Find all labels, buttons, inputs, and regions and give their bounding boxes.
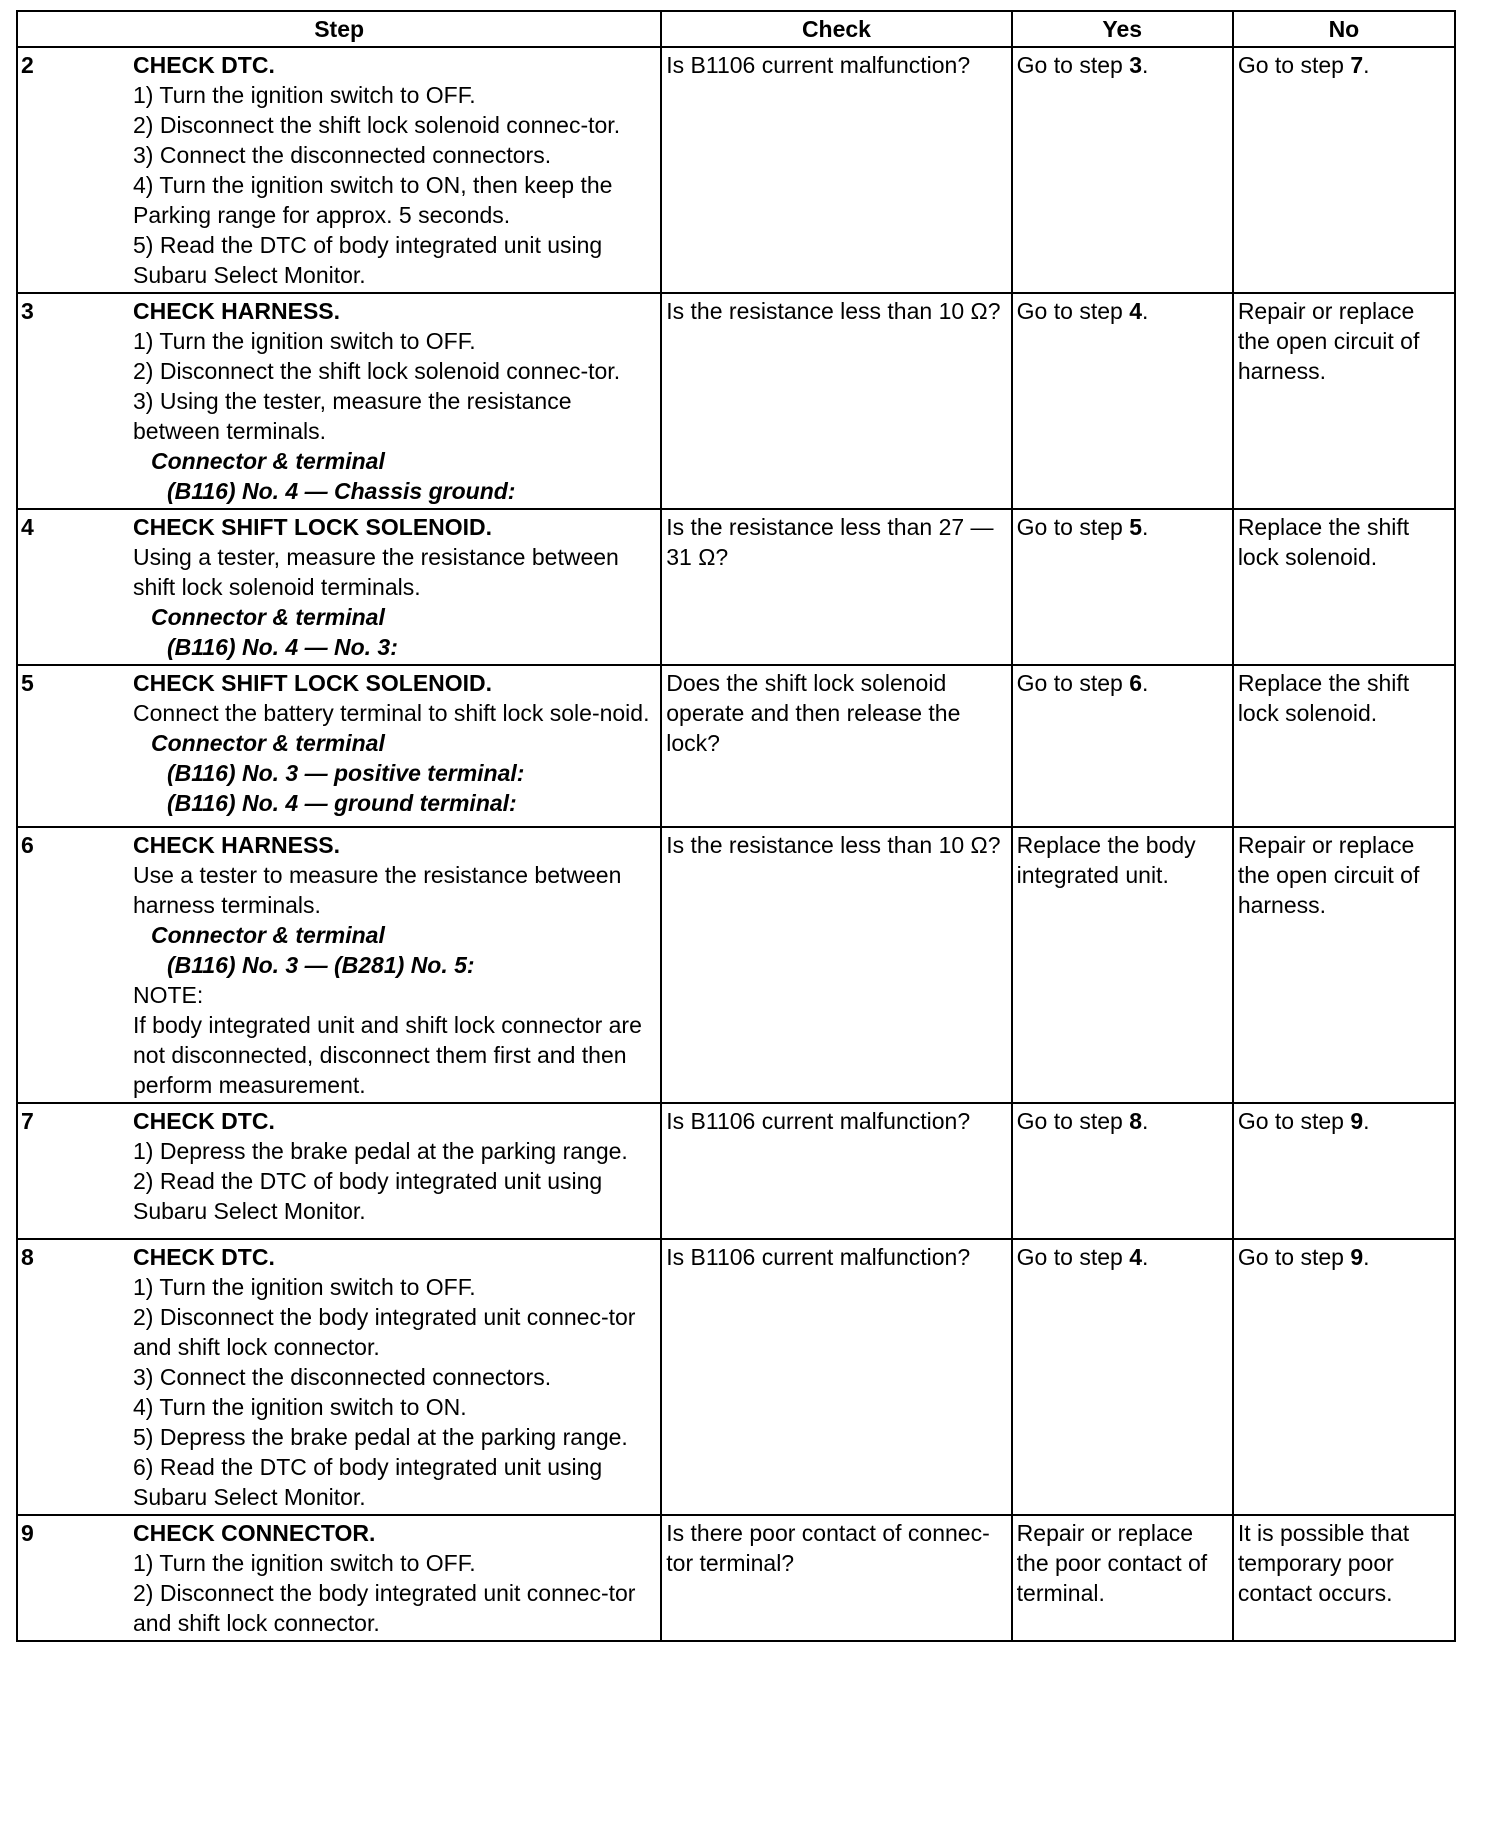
step-instruction: NOTE:: [133, 982, 204, 1008]
check-cell: Is B1106 current malfunction?: [661, 47, 1011, 293]
no-cell-text: Repair or replace the open circuit of harness.: [1237, 298, 1420, 384]
step-number: 7: [21, 1108, 34, 1134]
step-text: [133, 1516, 660, 1640]
step-title: CHECK DTC.: [133, 1244, 275, 1270]
yes-cell-text: Repair or replace the poor contact of terminal.: [1016, 1520, 1208, 1606]
table-row: [17, 509, 1455, 665]
step-instruction: 4) Turn the ignition switch to ON, then keep the Parking range for approx. 5 seconds.: [133, 172, 613, 228]
yes-cell-suffix: .: [1141, 1244, 1149, 1270]
yes-cell: [1012, 293, 1233, 509]
yes-cell-text: Go to step: [1016, 52, 1130, 78]
table-row: [17, 1515, 1455, 1641]
step-instruction: 4) Turn the ignition switch to ON.: [133, 1394, 467, 1420]
yes-cell-suffix: .: [1141, 670, 1149, 696]
check-cell: Is the resistance less than 27 — 31 Ω?: [661, 509, 1011, 665]
step-number: 9: [21, 1520, 34, 1546]
yes-cell-step-ref: 4: [1129, 298, 1142, 324]
table-header-row: [17, 11, 1455, 47]
no-cell-step-ref: 9: [1350, 1108, 1364, 1134]
check-cell: Is B1106 current malfunction?: [661, 1103, 1011, 1239]
yes-cell: [1012, 827, 1233, 1103]
connector-terminal-label: Connector & terminal: [151, 922, 385, 948]
check-cell: Is B1106 current malfunction?: [661, 1239, 1011, 1515]
yes-cell-step-ref: 8: [1129, 1108, 1142, 1134]
no-cell-step-ref: 7: [1350, 52, 1364, 78]
no-cell: [1233, 293, 1455, 509]
step-instruction: 2) Disconnect the shift lock solenoid connec-tor.: [133, 112, 621, 138]
step-instruction: Using a tester, measure the resistance between shift lock solenoid terminals.: [133, 544, 619, 600]
step-text: [133, 828, 660, 1102]
yes-cell-step-ref: 4: [1129, 1244, 1142, 1270]
step-text: [133, 294, 660, 508]
step-cell: [17, 47, 661, 293]
yes-cell: [1012, 1103, 1233, 1239]
step-instruction: 2) Read the DTC of body integrated unit using Subaru Select Monitor.: [133, 1168, 603, 1224]
diagnostic-procedure-sheet: [16, 10, 1456, 1642]
no-cell-text: Repair or replace the open circuit of harness.: [1237, 832, 1420, 918]
step-instruction: 1) Turn the ignition switch to OFF.: [133, 328, 476, 354]
step-text: [133, 510, 660, 664]
no-cell: [1233, 1515, 1455, 1641]
no-cell-text: It is possible that temporary poor contact occurs.: [1237, 1520, 1410, 1606]
header-yes: Yes: [1012, 11, 1233, 47]
step-instruction: Use a tester to measure the resistance between harness terminals.: [133, 862, 622, 918]
step-title: CHECK CONNECTOR.: [133, 1520, 376, 1546]
yes-cell: [1012, 1239, 1233, 1515]
yes-cell-text: Go to step: [1016, 514, 1130, 540]
step-instruction: 2) Disconnect the body integrated unit connec-tor and shift lock connector.: [133, 1580, 636, 1636]
yes-cell-text: Go to step: [1016, 670, 1130, 696]
yes-cell-suffix: .: [1141, 298, 1149, 324]
yes-cell-suffix: .: [1141, 514, 1149, 540]
step-instruction: 3) Connect the disconnected connectors.: [133, 1364, 552, 1390]
step-text: [133, 1104, 660, 1228]
step-instruction: 1) Depress the brake pedal at the parking range.: [133, 1138, 628, 1164]
yes-cell-suffix: .: [1141, 1108, 1149, 1134]
no-cell-text: Go to step: [1237, 52, 1351, 78]
step-number: 4: [21, 514, 34, 540]
step-title: CHECK DTC.: [133, 1108, 275, 1134]
step-number: 6: [21, 832, 34, 858]
yes-cell-text: Go to step: [1016, 1108, 1130, 1134]
yes-cell-suffix: .: [1141, 52, 1149, 78]
step-number: 3: [21, 298, 34, 324]
step-title: CHECK HARNESS.: [133, 832, 341, 858]
step-instruction: 2) Disconnect the body integrated unit connec-tor and shift lock connector.: [133, 1304, 636, 1360]
no-cell: [1233, 1103, 1455, 1239]
no-cell-suffix: .: [1363, 1108, 1370, 1134]
yes-cell: [1012, 47, 1233, 293]
step-instruction: 5) Read the DTC of body integrated unit using Subaru Select Monitor.: [133, 232, 603, 288]
step-cell: [17, 1103, 661, 1239]
step-title: CHECK SHIFT LOCK SOLENOID.: [133, 514, 493, 540]
table-row: [17, 293, 1455, 509]
yes-cell-step-ref: 3: [1129, 52, 1142, 78]
step-instruction: 1) Turn the ignition switch to OFF.: [133, 82, 476, 108]
yes-cell-text: Go to step: [1016, 298, 1130, 324]
step-number: 8: [21, 1244, 34, 1270]
check-cell: Does the shift lock solenoid operate and then release the lock?: [661, 665, 1011, 827]
table-row: [17, 827, 1455, 1103]
step-title: CHECK HARNESS.: [133, 298, 341, 324]
header-check: Check: [661, 11, 1011, 47]
no-cell-suffix: .: [1363, 52, 1370, 78]
step-cell: [17, 1239, 661, 1515]
yes-cell: [1012, 509, 1233, 665]
no-cell: [1233, 47, 1455, 293]
connector-terminal-label: Connector & terminal: [151, 448, 385, 474]
step-instruction: If body integrated unit and shift lock connector are not disconnected, disconnect them first and then perform measurement.: [133, 1012, 642, 1098]
step-cell: [17, 509, 661, 665]
table-row: [17, 665, 1455, 827]
step-cell: [17, 293, 661, 509]
step-cell: [17, 665, 661, 827]
step-instruction: 1) Turn the ignition switch to OFF.: [133, 1550, 476, 1576]
step-instruction: 2) Disconnect the shift lock solenoid connec-tor.: [133, 358, 621, 384]
step-instruction: Connect the battery terminal to shift lock sole-noid.: [133, 700, 650, 726]
step-instruction: 6) Read the DTC of body integrated unit using Subaru Select Monitor.: [133, 1454, 603, 1510]
no-cell-suffix: .: [1363, 1244, 1370, 1270]
step-title: CHECK SHIFT LOCK SOLENOID.: [133, 670, 493, 696]
step-instruction: 5) Depress the brake pedal at the parking range.: [133, 1424, 628, 1450]
no-cell: [1233, 665, 1455, 827]
connector-terminal-value: (B116) No. 4 — ground terminal:: [167, 790, 517, 816]
connector-terminal-label: Connector & terminal: [151, 604, 385, 630]
header-step: Step: [17, 11, 661, 47]
diagnostic-table: [16, 10, 1456, 1642]
yes-cell-text: Go to step: [1016, 1244, 1130, 1270]
no-cell-step-ref: 9: [1350, 1244, 1364, 1270]
step-number: 5: [21, 670, 34, 696]
connector-terminal-label: Connector & terminal: [151, 730, 385, 756]
step-instruction: 3) Using the tester, measure the resistance between terminals.: [133, 388, 572, 444]
step-cell: [17, 827, 661, 1103]
no-cell: [1233, 1239, 1455, 1515]
yes-cell-text: Replace the body integrated unit.: [1016, 832, 1196, 888]
no-cell-text: Replace the shift lock solenoid.: [1237, 670, 1410, 726]
no-cell: [1233, 509, 1455, 665]
table-row: [17, 1239, 1455, 1515]
step-instruction: 1) Turn the ignition switch to OFF.: [133, 1274, 476, 1300]
step-cell: [17, 1515, 661, 1641]
no-cell-text: Go to step: [1237, 1108, 1351, 1134]
step-text: [133, 666, 660, 820]
yes-cell-step-ref: 5: [1129, 514, 1142, 540]
step-text: [133, 1240, 660, 1514]
no-cell: [1233, 827, 1455, 1103]
yes-cell: [1012, 1515, 1233, 1641]
check-cell: Is the resistance less than 10 Ω?: [661, 293, 1011, 509]
connector-terminal-value: (B116) No. 3 — (B281) No. 5:: [167, 952, 475, 978]
no-cell-text: Go to step: [1237, 1244, 1351, 1270]
connector-terminal-value: (B116) No. 4 — No. 3:: [167, 634, 398, 660]
connector-terminal-value: (B116) No. 3 — positive terminal:: [167, 760, 525, 786]
yes-cell: [1012, 665, 1233, 827]
table-row: [17, 47, 1455, 293]
connector-terminal-value: (B116) No. 4 — Chassis ground:: [167, 478, 516, 504]
step-number: 2: [21, 52, 34, 78]
step-text: [133, 48, 660, 292]
yes-cell-step-ref: 6: [1129, 670, 1142, 696]
step-instruction: 3) Connect the disconnected connectors.: [133, 142, 552, 168]
step-title: CHECK DTC.: [133, 52, 275, 78]
check-cell: Is there poor contact of connec-tor terminal?: [661, 1515, 1011, 1641]
check-cell: Is the resistance less than 10 Ω?: [661, 827, 1011, 1103]
no-cell-text: Replace the shift lock solenoid.: [1237, 514, 1410, 570]
table-body: [17, 47, 1455, 1641]
header-no: No: [1233, 11, 1455, 47]
table-row: [17, 1103, 1455, 1239]
